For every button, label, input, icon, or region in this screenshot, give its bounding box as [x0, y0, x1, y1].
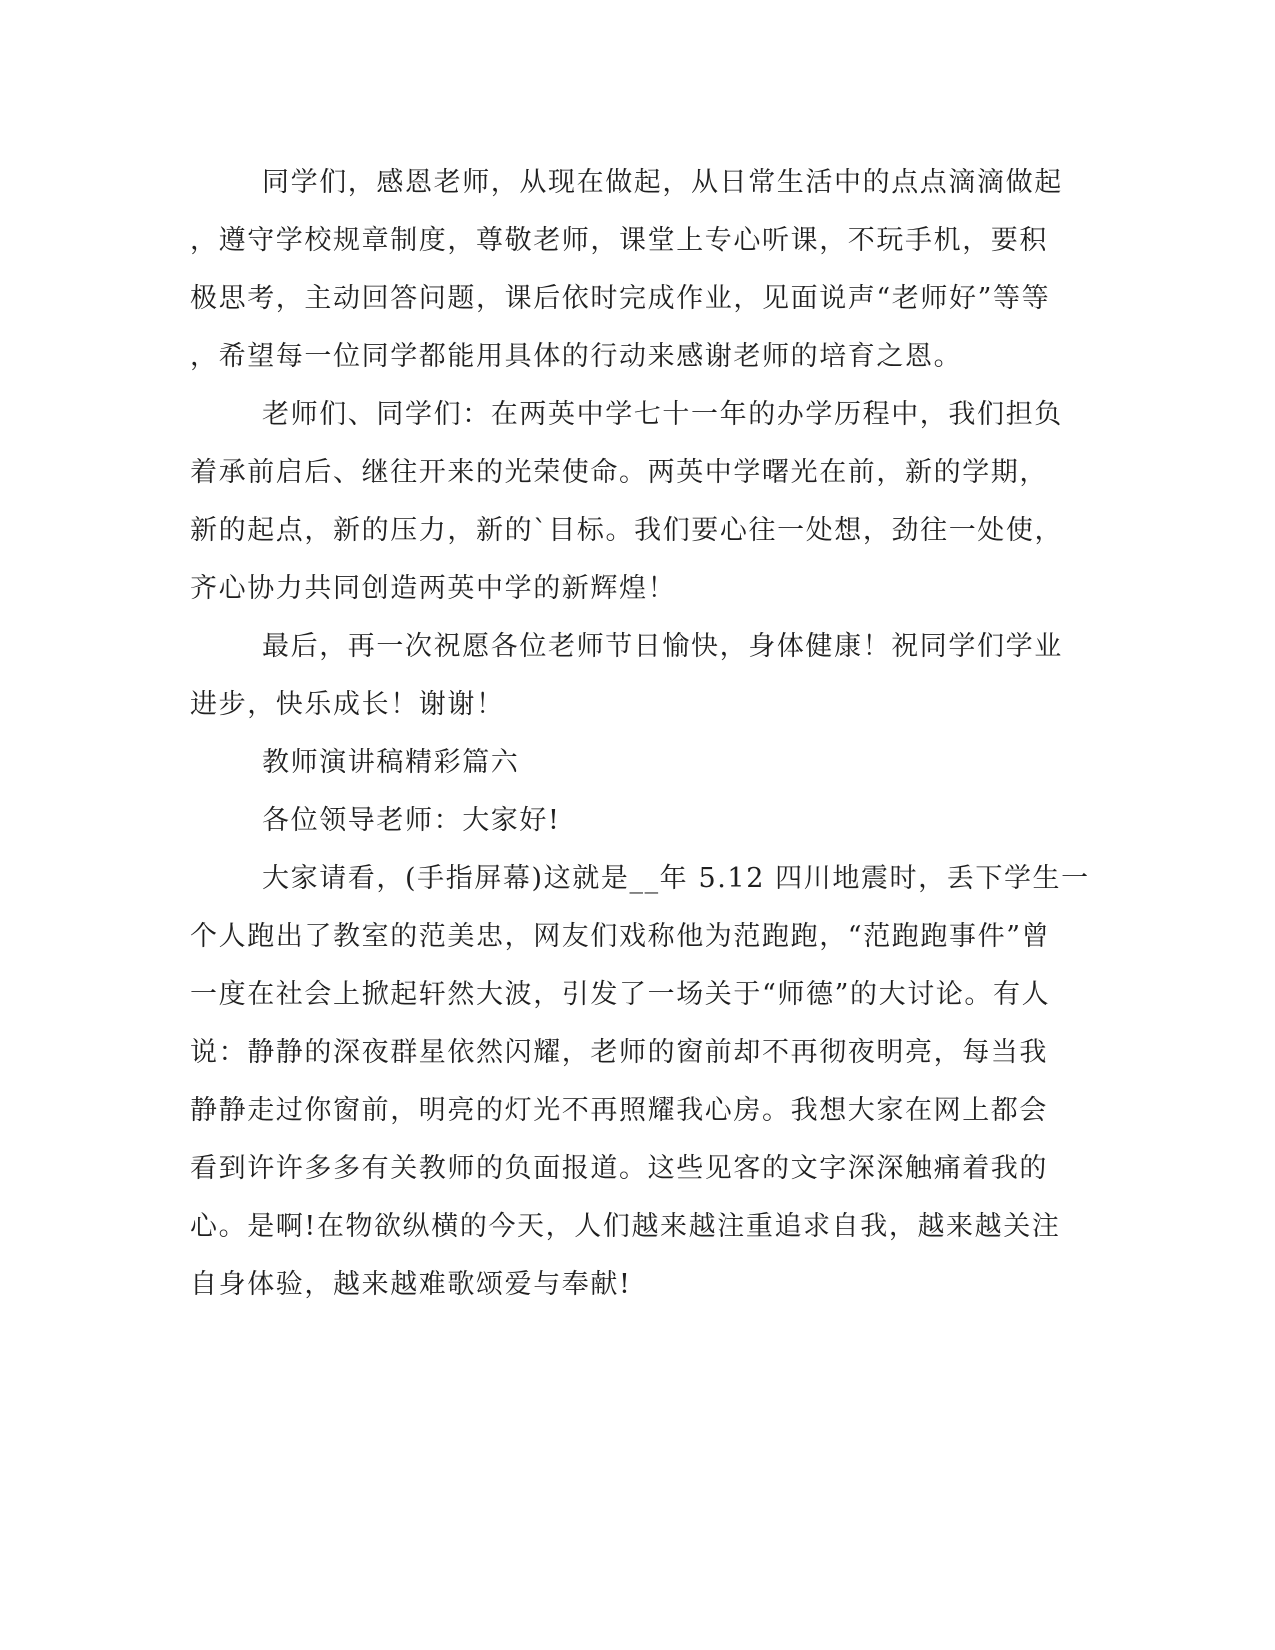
- paragraph-4-line-1: 大家请看，(手指屏幕)这就是__年 5.12 四川地震时，丢下学生一: [262, 863, 1090, 894]
- paragraph-4-line-2: 个人跑出了教室的范美忠，网友们戏称他为范跑跑，“范跑跑事件”曾: [190, 921, 1051, 952]
- paragraph-2-line-4: 齐心协力共同创造两英中学的新辉煌！: [190, 573, 677, 604]
- paragraph-1-line-1: 同学们，感恩老师，从现在做起，从日常生活中的点点滴滴做起: [262, 167, 1063, 198]
- paragraph-2-line-3: 新的起点，新的压力，新的`目标。我们要心往一处想，劲往一处使，: [190, 515, 1064, 546]
- paragraph-2-line-2: 着承前启后、继往开来的光荣使命。两英中学曙光在前，新的学期，: [190, 457, 1048, 488]
- paragraph-4-line-3: 一度在社会上掀起轩然大波，引发了一场关于“师德”的大讨论。有人: [190, 979, 1051, 1010]
- paragraph-4-line-4: 说：静静的深夜群星依然闪耀，老师的窗前却不再彻夜明亮，每当我: [190, 1037, 1048, 1068]
- paragraph-1-line-3: 极思考，主动回答问题，课后依时完成作业，见面说声“老师好”等等: [190, 283, 1051, 314]
- section-heading: 教师演讲稿精彩篇六: [262, 747, 520, 778]
- paragraph-4-line-5: 静静走过你窗前，明亮的灯光不再照耀我心房。我想大家在网上都会: [190, 1095, 1048, 1126]
- paragraph-4-line-6: 看到许许多多有关教师的负面报道。这些见客的文字深深触痛着我的: [190, 1153, 1048, 1184]
- paragraph-3-line-2: 进步，快乐成长！谢谢！: [190, 689, 505, 720]
- greeting: 各位领导老师：大家好!: [262, 805, 561, 836]
- paragraph-4-line-8: 自身体验，越来越难歌颂爱与奉献!: [190, 1269, 632, 1300]
- paragraph-1-line-4: ，希望每一位同学都能用具体的行动来感谢老师的培育之恩。: [190, 341, 963, 372]
- paragraph-1-line-2: ，遵守学校规章制度，尊敬老师，课堂上专心听课，不玩手机，要积: [190, 225, 1048, 256]
- paragraph-4-line-7: 心。是啊!在物欲纵横的今天，人们越来越注重追求自我，越来越关注: [190, 1211, 1061, 1242]
- paragraph-2-line-1: 老师们、同学们：在两英中学七十一年的办学历程中，我们担负: [262, 399, 1063, 430]
- paragraph-3-line-1: 最后，再一次祝愿各位老师节日愉快，身体健康！祝同学们学业: [262, 631, 1063, 662]
